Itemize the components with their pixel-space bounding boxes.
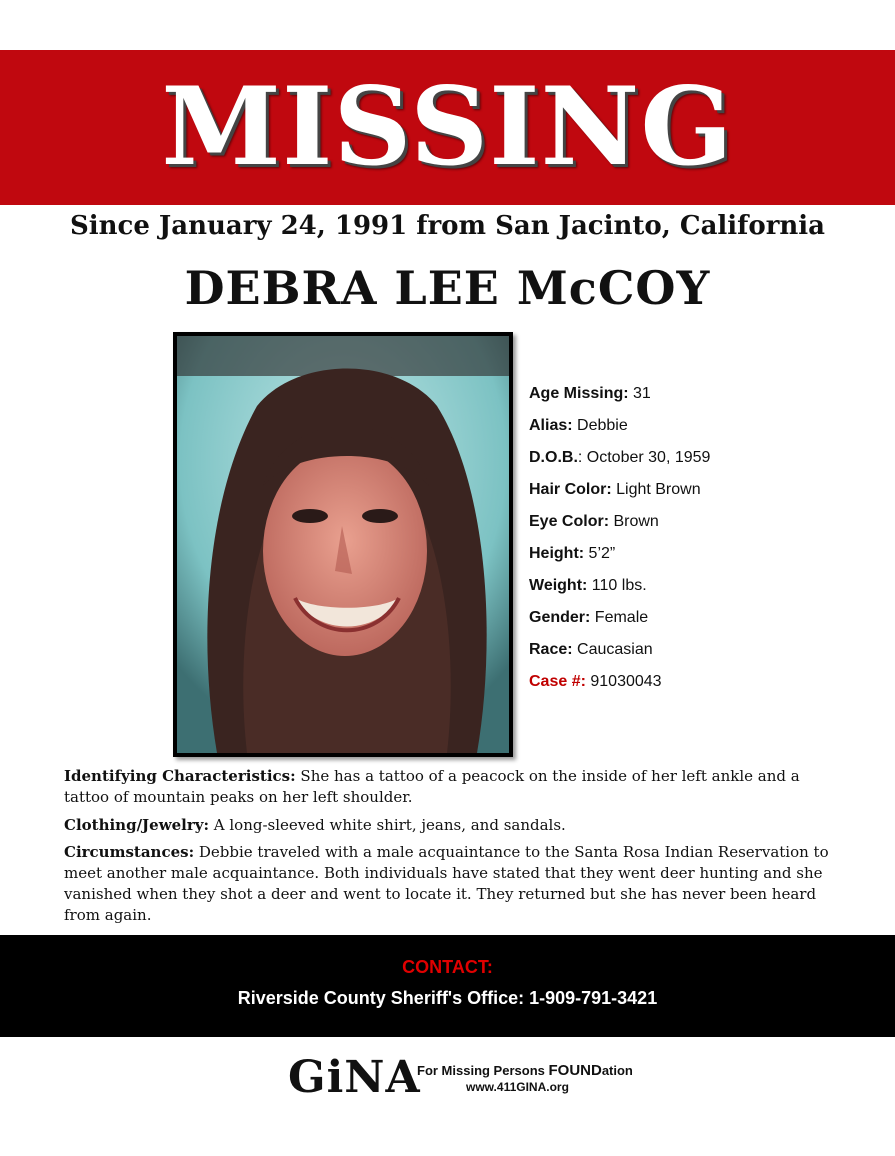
footer xyxy=(0,1050,895,1110)
details-list xyxy=(529,380,869,700)
detail-value: Female xyxy=(590,609,649,626)
detail-label: Eye Color: xyxy=(529,513,610,530)
detail-label: D.O.B. xyxy=(529,449,578,466)
detail-height xyxy=(529,540,869,572)
detail-value: 110 lbs. xyxy=(587,577,647,594)
detail-value: 31 xyxy=(628,385,651,402)
gina-logo: GiNA xyxy=(288,1052,421,1103)
detail-value: Debbie xyxy=(572,417,628,434)
portrait-illustration xyxy=(177,336,509,753)
clothing-label: Clothing/Jewelry: xyxy=(64,816,209,834)
detail-label: Hair Color: xyxy=(529,481,612,498)
detail-label: Weight: xyxy=(529,577,588,594)
circumstances-label: Circumstances: xyxy=(64,843,195,861)
detail-value: 91030043 xyxy=(585,673,662,690)
detail-eye xyxy=(529,508,869,540)
detail-label: Case #: xyxy=(529,673,586,690)
detail-label: Gender: xyxy=(529,609,591,626)
tagline-post: ation xyxy=(601,1063,633,1078)
clothing-jewelry xyxy=(64,815,834,836)
detail-label: Race: xyxy=(529,641,573,658)
identifying-label: Identifying Characteristics: xyxy=(64,767,296,785)
missing-banner xyxy=(0,50,895,205)
detail-label: Height: xyxy=(529,545,585,562)
detail-age xyxy=(529,380,869,412)
detail-alias xyxy=(529,412,869,444)
circumstances xyxy=(64,842,834,926)
tagline-pre: For Missing Persons xyxy=(417,1063,549,1078)
person-name: DEBRA LEE McCOY xyxy=(184,261,711,315)
foundation-tagline xyxy=(417,1062,633,1079)
detail-value: : October 30, 1959 xyxy=(577,449,711,466)
contact-bar xyxy=(0,935,895,1037)
contact-label: CONTACT: xyxy=(402,957,493,977)
detail-value: Light Brown xyxy=(611,481,701,498)
banner-title: MISSING xyxy=(161,64,734,190)
detail-label: Alias: xyxy=(529,417,573,434)
contact-phone: Riverside County Sheriff's Office: 1-909-791-3421 xyxy=(237,988,658,1008)
clothing-text: A long-sleeved white shirt, jeans, and sandals. xyxy=(209,816,566,834)
detail-gender xyxy=(529,604,869,636)
circumstances-text: Debbie traveled with a male acquaintance to the Santa Rosa Indian Reservation to meet another male acquaintance. Both individuals have stated that they went deer hunting and she vanished when they shot a deer and went to locate it. They returned but she has never been heard from again. xyxy=(64,843,829,924)
tagline-found: FOUND xyxy=(548,1062,602,1079)
detail-case xyxy=(529,668,869,700)
detail-label: Age Missing: xyxy=(529,385,629,402)
since-line: Since January 24, 1991 from San Jacinto, California xyxy=(69,211,826,241)
detail-value: Brown xyxy=(609,513,659,530)
detail-hair xyxy=(529,476,869,508)
website-link[interactable]: www.411GINA.org xyxy=(466,1080,569,1094)
detail-dob xyxy=(529,444,869,476)
identifying-text: She has a tattoo of a peacock on the inside of her left ankle and a tattoo of mountain peaks on her left shoulder. xyxy=(64,767,800,806)
detail-weight xyxy=(529,572,869,604)
detail-value: 5’2” xyxy=(584,545,616,562)
detail-value: Caucasian xyxy=(572,641,653,658)
portrait-photo xyxy=(173,332,513,757)
detail-race xyxy=(529,636,869,668)
identifying-characteristics xyxy=(64,766,834,808)
